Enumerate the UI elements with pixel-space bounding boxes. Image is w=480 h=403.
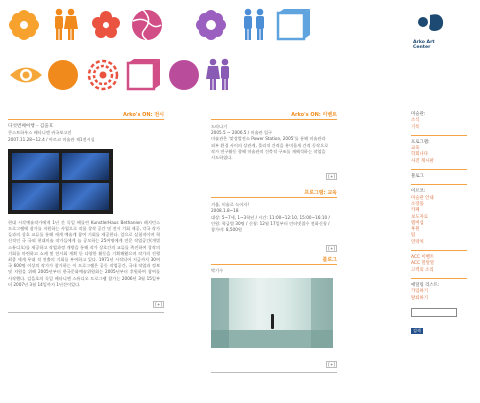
education-description: 대상: 5~7세, 1~3학년 / 시간: 11:00~12:10, 15:00~16:10 / 인원: 학급별 30명 / 신청: 12월 17일부터 인터넷접수 전화신청 / 참가비: 8,500원 [211,214,330,233]
section-divider [8,312,164,313]
sidebar-group-title: 미술관: [411,112,426,117]
sidebar-link[interactable]: 카페 [411,208,420,214]
icon-row-top [8,8,318,42]
installation-photo [12,183,59,210]
education-title[interactable]: 겨울, 미술로 녹이자! [211,202,250,208]
event-title[interactable]: 드라나기 [211,124,228,129]
section-divider [211,264,337,265]
sidebar-link[interactable]: 가입하기 [411,289,428,295]
person-figure [271,314,274,329]
more-button[interactable]: [+] [328,174,335,180]
icon-row-second [8,58,238,92]
section-divider [8,119,164,120]
blog-image[interactable] [211,278,333,348]
sidebar-link[interactable]: 후원 [411,227,420,233]
section-divider [211,197,337,198]
exhibition-title[interactable]: 다섯번째여행 – 김을호 [8,124,54,129]
installation-photo [12,153,59,180]
two-figures-blue-icon[interactable] [244,9,264,40]
sidebar-divider [411,135,467,136]
sidebar-link[interactable]: 사진 게시판 [411,158,434,164]
sidebar-link[interactable]: 멤버십 [411,220,424,226]
flower-red-icon[interactable] [92,11,120,38]
square-pink-icon[interactable] [128,59,160,89]
eye-orange-icon[interactable] [10,68,42,83]
flower-orange-icon[interactable] [9,10,39,40]
sidebar-link[interactable]: 고객의 소리 [411,267,434,273]
sidebar-divider [411,184,467,185]
exhibition-description: 현대 시각예술작가에게 1년 간 독일 베를린 KunstlerHaus Bethanien 레지던스 프로그램에 참가를 지원하는 사업으로 작품 창작 공간 및 전시 기회 제공, 각국 작가들과의 상호 교류를 통해 세계 예술계 참여 기회를 제공한다. 앞으로 실험적이며 혁신적인 국 국외 현대미술 작가들에게 늘 공모하는 25여명에게 전문 작업공간(개별 스튜디오)를 제공하고 작업과정 개방을 통해 작가 상호간의 교류를 촉진하여 창작의 기회를 마련하고 쇼케 및 전시회 계획 등 다양한 활동을 기획해왔으며 작가의 진행 최종 세계 무대 적 진출의 기회를 부여하고 있다. 1971년 시작되어 지금까지 30여국 600명 이상의 작가가 참가하는 이 프로그램은 공동 작업공간, 국내 작업과 정보 및 지원을 위해 2005년부터 한국문화예술위원회는 2005년부터 후원하여 참여를 시작했다. 김을호의 독일 베타니엔 스튜디오 프로그램 참가는 2006년 3월 15일부터 2007년 3월 14일까지 1년간이었다. [8,219,160,287]
more-button[interactable]: [+] [155,302,162,308]
sidebar-group-title: 이르코: [411,189,426,195]
more-button[interactable]: [+] [328,362,335,368]
section-title-education[interactable]: 프로그램: 교육 [304,190,337,197]
sidebar-link[interactable]: 학회나다 [411,152,428,158]
brand-logo[interactable] [413,12,453,50]
installation-photo [62,183,109,210]
sidebar-link[interactable]: ACC 이벤트 [411,255,435,261]
sidebar-group-title: 애딜링 리스트: [411,282,440,288]
sidebar-link[interactable]: 교육 [411,146,420,152]
two-figures-purple-icon[interactable] [206,59,229,90]
circle-purple-icon[interactable] [169,60,199,90]
exhibition-subtitle: 콘스트하우스 베타니엔 귀국보고전 [8,130,72,136]
exhibition-date: 2007.11.28~12.4 / 아르코 미술관 제1전시실 [8,136,95,142]
education-date: 2008.1.8~18 [211,208,239,214]
globe-pink-icon[interactable] [132,10,162,40]
sidebar-link[interactable]: 소식 [411,118,420,124]
submit-button[interactable]: 검색 [413,327,421,333]
sidebar-divider [411,250,467,251]
event-description: 미술관은 '맞장발전소 Power Station, 2005'를 통해 미술관과 외부 환경 사이의 상관계, 물리적 간격을 흥미롭게 간격 동작으로 작가 연구활동 향해 미술관의 건축적 구조를 재해석하는 작업을 시도하였다. [211,136,329,161]
sidebar-link[interactable]: 소장품 [411,201,424,207]
middle-column [211,112,337,373]
sidebar-link[interactable]: 연락처 [411,239,424,245]
sidebar-link[interactable]: ACC 말말말 [411,261,435,267]
square-blue-icon[interactable] [278,9,310,39]
event-date: 2005.5 ~ 2006.5 / 미술관 입구 [211,130,273,136]
exhibition-image[interactable] [8,149,113,214]
sidebar-link[interactable]: 미술관 안내 [411,195,434,201]
more-button[interactable]: [+] [328,246,335,252]
sidebar-link[interactable]: 팀 [411,233,416,239]
two-figures-orange-icon[interactable] [55,9,78,40]
blog-title[interactable]: 박기수 [211,268,224,274]
section-title-blog[interactable]: 블로그 [322,257,337,264]
flower-purple-icon[interactable] [196,10,226,40]
newsletter-input[interactable] [411,308,457,317]
target-red-icon[interactable] [89,61,117,89]
left-column [8,112,164,313]
section-title-event[interactable]: Arko's ON: 이벤트 [291,112,337,118]
section-title-exhibition[interactable]: Arko's ON: 전시 [122,112,164,118]
sidebar-divider [411,169,467,170]
sidebar-link[interactable]: 기록 [411,124,420,130]
sidebar-group-title[interactable]: 블로그 [411,174,424,180]
sidebar-link[interactable]: 탈퇴하기 [411,295,428,301]
installation-photo [62,153,109,180]
arko-logo-icon [413,12,453,34]
sidebar [411,112,467,336]
sidebar-divider [411,278,467,279]
circle-orange-icon[interactable] [48,60,78,90]
section-divider [211,372,337,373]
sidebar-group-title: 프로그램: [411,139,430,145]
brand-name: Arko Art Center [413,40,435,50]
sidebar-link[interactable]: 보도자료 [411,214,428,220]
section-divider [211,119,337,120]
